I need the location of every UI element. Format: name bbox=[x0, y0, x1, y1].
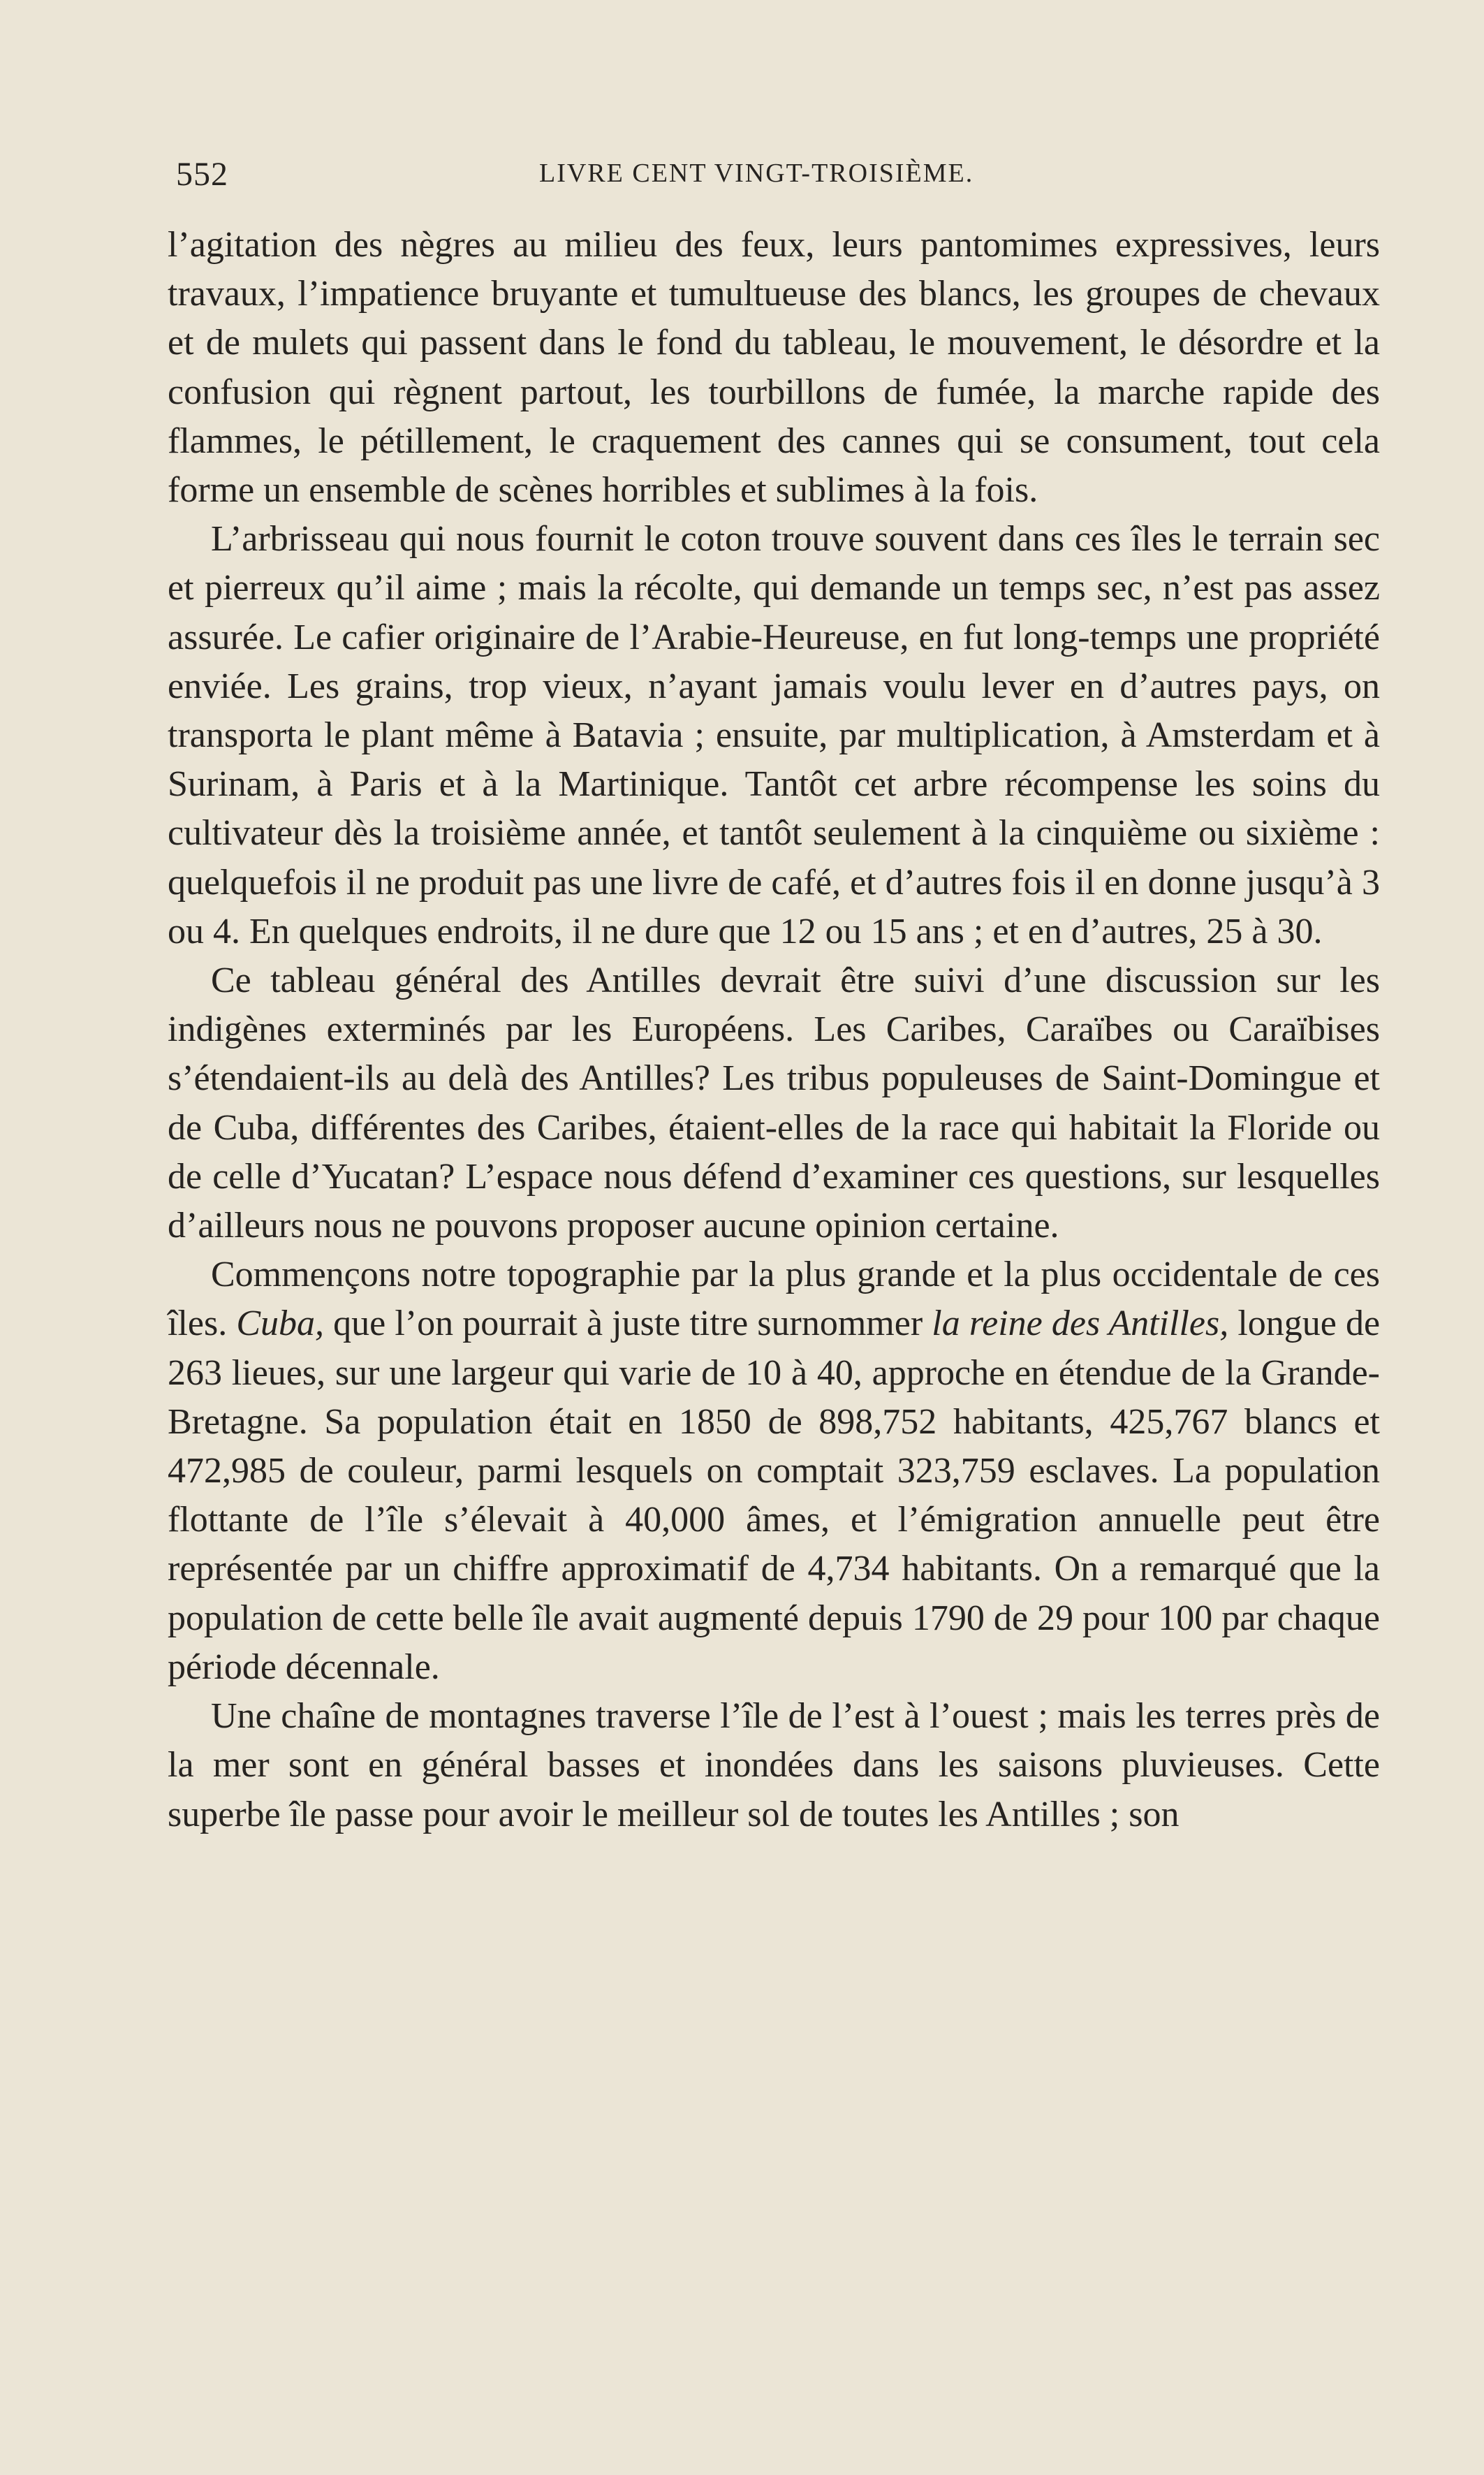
cuba-emphasis: Cuba, bbox=[236, 1304, 325, 1344]
paragraph-3: Ce tableau général des Antilles devrait être suivi d’une discussion sur les indigènes exterminés par les Européens. Les Caribes, Caraïbes ou Caraïbises s’étendaient-ils au delà des Antilles? Les tribus populeuses de Saint-Domingue et de Cuba, différentes des Caribes, étaient-elles de la race qui habitait la Floride ou de celle d’Yucatan? L’espace nous défend d’examiner ces questions, sur lesquelles d’ailleurs nous ne pouvons proposer aucune opinion certaine. bbox=[168, 961, 1380, 1246]
paragraph-4-mid: que l’on pourrait à juste titre surnommer bbox=[333, 1304, 923, 1344]
page-number: 552 bbox=[176, 156, 228, 193]
body-text bbox=[168, 221, 1380, 1839]
paragraph-4-end: longue de 263 lieues, sur une largeur qui varie de 10 à 40, approche en étendue de la Grande-Bretagne. Sa population était en 1850 de 898,752 habitants, 425,767 blancs et 472,985 de couleur, parmi lesquels on comptait 323,759 esclaves. La population flottante de l’île s’élevait à 40,000 âmes, et l’émigration annuelle peut être représentée par un chiffre approximatif de 4,734 habitants. On a remarqué que la population de cette belle île avait augmenté depuis 1790 de 29 pour 100 par chaque période décennale. bbox=[168, 1304, 1381, 1687]
paragraph-4-start: Commençons notre topographie par la plus grande et la plus occidentale de ces îles. bbox=[168, 1255, 1380, 1344]
paragraph-4 bbox=[168, 1250, 1380, 1692]
running-title: LIVRE CENT VINGT-TROISIÈME. bbox=[539, 159, 974, 188]
paragraph-5: Une chaîne de montagnes traverse l’île de l’est à l’ouest ; mais les terres près de la mer sont en général basses et inondées dans les saisons pluvieuses. Cette superbe île passe pour avoir le meilleur sol de toutes les Antilles ; son bbox=[168, 1696, 1380, 1834]
reine-des-antilles-emphasis: la reine des Antilles, bbox=[932, 1304, 1229, 1344]
paragraph-1: l’agitation des nègres au milieu des feux, leurs pantomimes expressives, leurs travaux, l’impatience bruyante et tumultueuse des blancs, les groupes de chevaux et de mulets qui passent dans le fond du tableau, le mouvement, le désordre et la confusion qui règnent partout, les tourbillons de fumée, la marche rapide des flammes, le pétillement, le craquement des cannes qui se consument, tout cela forme un ensemble de scènes horribles et sublimes à la fois. bbox=[168, 225, 1380, 511]
page-header bbox=[176, 155, 1367, 197]
paragraph-2: L’arbrisseau qui nous fournit le coton trouve souvent dans ces îles le terrain sec et pierreux qu’il aime ; mais la récolte, qui demande un temps sec, n’est pas assez assurée. Le cafier originaire de l’Arabie-Heureuse, en fut long-temps une propriété enviée. Les grains, trop vieux, n’ayant jamais voulu lever en d’autres pays, on transporta le plant même à Batavia ; ensuite, par multiplication, à Amsterdam et à Surinam, à Paris et à la Martinique. Tantôt cet arbre récompense les soins du cultivateur dès la troisième année, et tantôt seulement à la cinquième ou sixième : quelquefois il ne produit pas une livre de café, et d’autres fois il en donne jusqu’à 3 ou 4. En quelques endroits, il ne dure que 12 ou 15 ans ; et en d’autres, 25 à 30. bbox=[168, 519, 1380, 951]
